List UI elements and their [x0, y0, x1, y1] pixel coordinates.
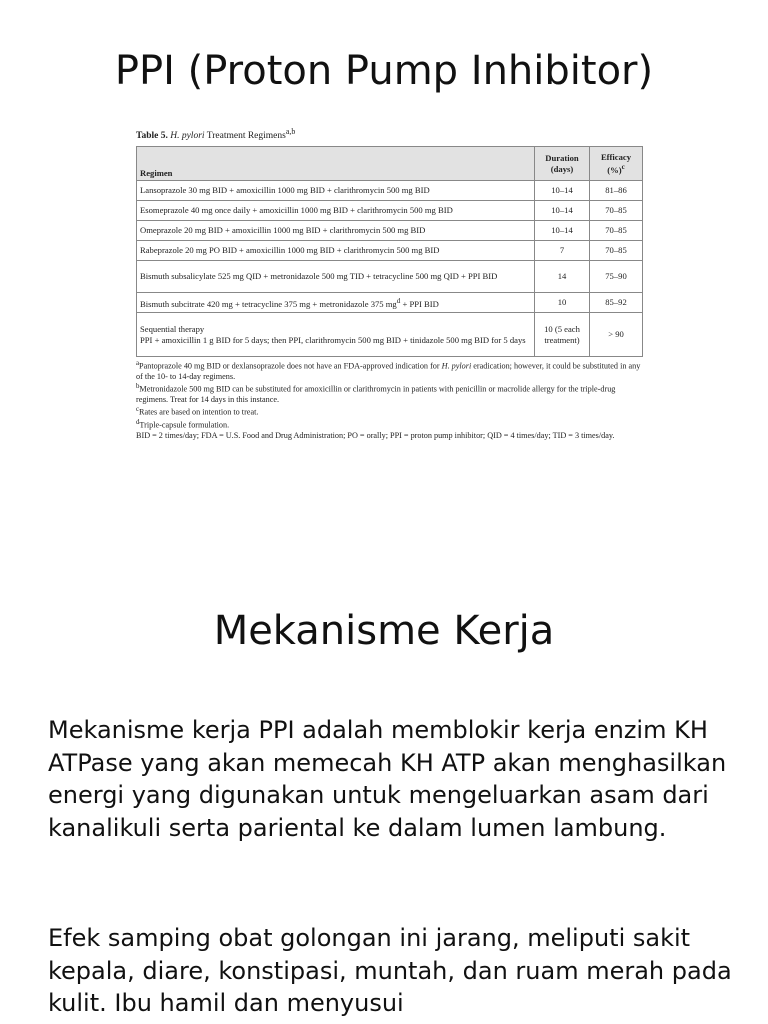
cell-regimen: Rabeprazole 20 mg PO BID + amoxicillin 1000 mg BID + clarithromycin 500 mg BID	[137, 241, 535, 261]
cell-regimen: Sequential therapy PPI + amoxicillin 1 g BID for 5 days; then PPI, clarithromycin 500 mg BID + tinidazole 500 mg BID for 5 days	[137, 313, 535, 357]
cell-regimen: Omeprazole 20 mg BID + amoxicillin 1000 mg BID + clarithromycin 500 mg BID	[137, 221, 535, 241]
cell-regimen: Bismuth subsalicylate 525 mg QID + metronidazole 500 mg TID + tetracycline 500 mg QID + PPI BID	[137, 261, 535, 293]
cell-duration: 10–14	[535, 221, 590, 241]
cell-duration: 14	[535, 261, 590, 293]
cell-duration: 10	[535, 293, 590, 313]
header-efficacy: Efficacy (%)$^c$	[590, 147, 643, 181]
caption-italic: H. pylori	[170, 131, 205, 142]
table-row	[137, 201, 643, 221]
cell-regimen: Esomeprazole 40 mg once daily + amoxicillin 1000 mg BID + clarithromycin 500 mg BID	[137, 201, 535, 221]
table-footnotes	[136, 359, 642, 441]
caption-sup: a,b	[285, 127, 296, 136]
cell-duration: 7	[535, 241, 590, 261]
regimens-table	[136, 146, 643, 357]
table-row	[137, 181, 643, 201]
footnote-b: $^b$Metronidazole 500 mg BID can be substituted for amoxicillin or clarithromycin in patients with penicillin or macrolide allergy for the triple-drug regimens. Treat for 14 days in this instance.	[136, 383, 616, 405]
cell-efficacy: > 90	[590, 313, 643, 357]
table-row	[137, 261, 643, 293]
header-duration: Duration (days)	[535, 147, 590, 181]
slide-title: Mekanisme Kerja	[213, 608, 555, 654]
table-row	[137, 221, 643, 241]
footnote-abbreviations: BID = 2 times/day; FDA = U.S. Food and Drug Administration; PO = orally; PPI = proton pump inhibitor; QID = 4 times/day; TID = 3 times/day.	[136, 431, 615, 441]
footnote-d: $^d$Triple-capsule formulation.	[136, 419, 230, 431]
cell-regimen: Bismuth subcitrate 420 mg + tetracycline 375 mg + metronidazole 375 $mg^d$ + PPI BID	[137, 293, 535, 313]
footnote-a: $^a$Pantoprazole 40 mg BID or dexlansoprazole does not have an FDA-approved indication for H. pylori eradication; however, it could be substituted in any of the 10- to 14-day regimens.	[136, 360, 641, 382]
table-row	[137, 293, 643, 313]
cell-regimen: Lansoprazole 30 mg BID + amoxicillin 1000 mg BID + clarithromycin 500 mg BID	[137, 181, 535, 201]
footnote-c: $^c$Rates are based on intention to treat.	[136, 406, 259, 418]
cell-efficacy: 70–85	[590, 241, 643, 261]
cell-efficacy: 70–85	[590, 221, 643, 241]
cell-duration: 10–14	[535, 201, 590, 221]
table-row	[137, 313, 643, 357]
header-regimen: Regimen	[137, 147, 535, 181]
table-row	[137, 241, 643, 261]
body-paragraph: Mekanisme kerja PPI adalah memblokir kerja enzim KH ATPase yang akan memecah KH ATP akan menghasilkan energi yang digunakan untuk mengeluarkan asam dari kanalikuli serta pariental ke dalam lumen lambung.	[48, 716, 727, 842]
table-header-row	[137, 147, 643, 181]
body-paragraph: Efek samping obat golongan ini jarang, meliputi sakit kepala, diare, konstipasi, muntah, dan ruam merah pada kulit. Ibu hamil dan menyusui	[48, 924, 732, 1017]
cell-efficacy: 75–90	[590, 261, 643, 293]
treatment-regimens-table-figure	[136, 126, 642, 442]
table-caption	[136, 126, 642, 142]
cell-duration: 10 (5 each treatment)	[535, 313, 590, 357]
caption-label: Table 5.	[136, 131, 168, 142]
cell-efficacy: 85–92	[590, 293, 643, 313]
slide-title: PPI (Proton Pump Inhibitor)	[114, 48, 654, 94]
cell-duration: 10–14	[535, 181, 590, 201]
caption-text: Treatment Regimens	[206, 131, 286, 142]
cell-efficacy: 81–86	[590, 181, 643, 201]
cell-efficacy: 70–85	[590, 201, 643, 221]
